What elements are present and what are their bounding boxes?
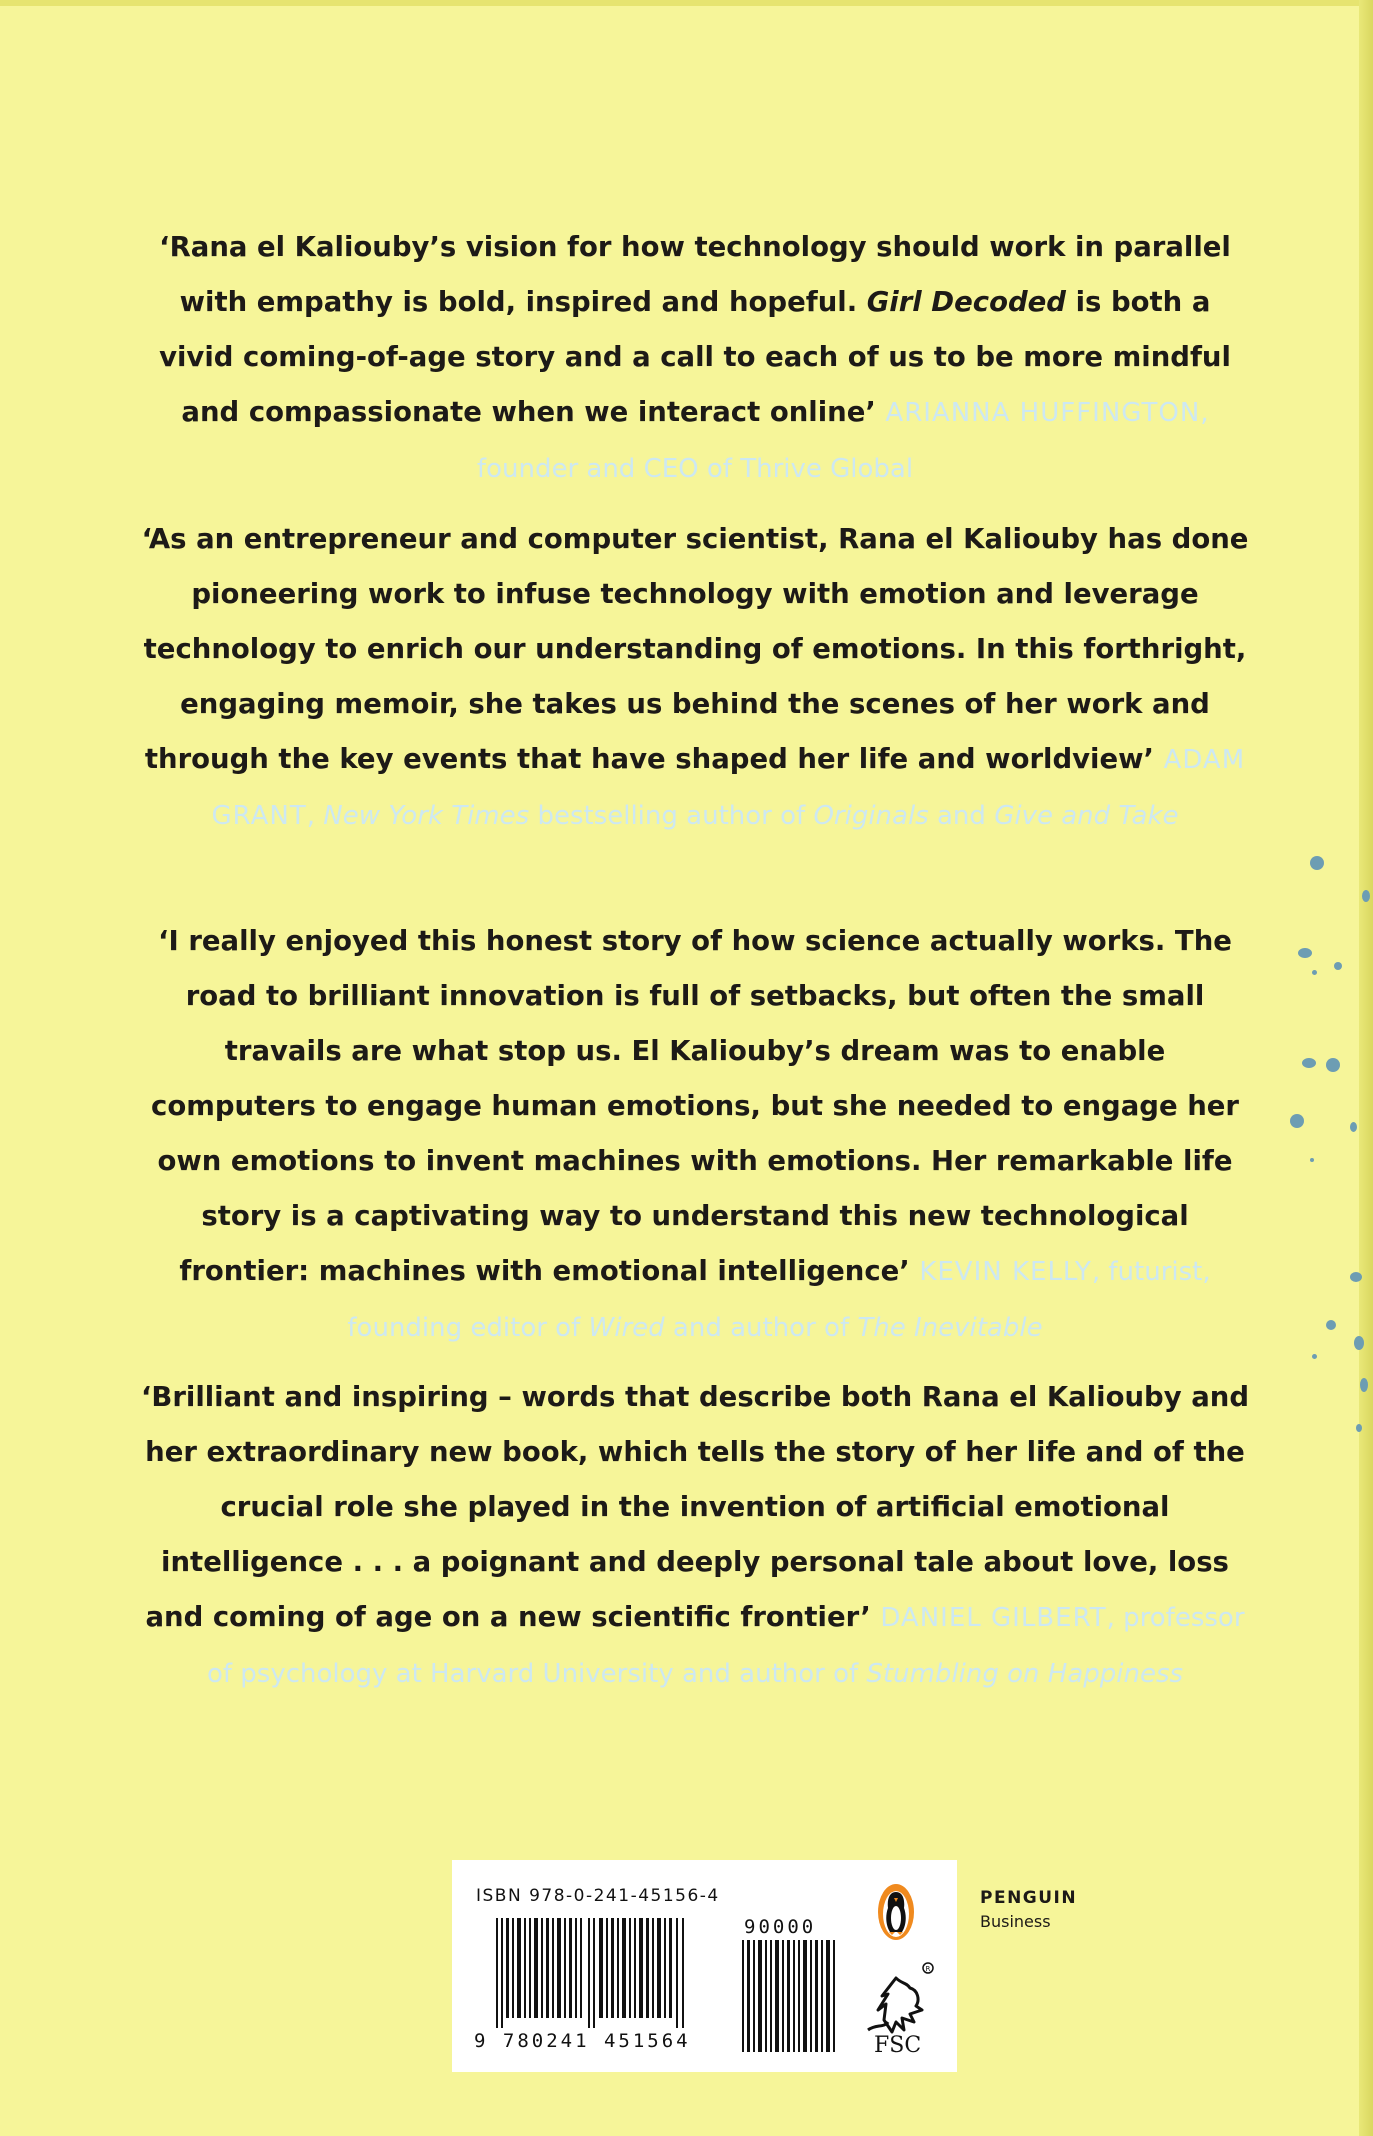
quote-gilbert bbox=[140, 1370, 1250, 1702]
speckle bbox=[1360, 1378, 1368, 1392]
cover-right-edge bbox=[1359, 0, 1373, 2136]
isbn-barcode bbox=[496, 1918, 686, 2028]
penguin-logo-icon bbox=[876, 1882, 916, 1942]
quote-text: ‘As an entrepreneur and computer scientist, Rana el Kaliouby has done pioneering work to infuse technology with emotion and leverage technology to enrich our understanding of emotions. In this forthright, engaging memoir, she takes us behind the scenes of her work and through the key events that have shaped her life and worldview’ bbox=[141, 523, 1249, 775]
attribution-role: , futurist, founding editor of bbox=[347, 1257, 1211, 1343]
attribution-conjunction: and bbox=[928, 801, 995, 831]
quote-text: ‘Rana el Kaliouby’s vision for how technology should work in parallel with empathy is bold, inspired and hopeful. bbox=[159, 231, 1231, 318]
speckle bbox=[1312, 970, 1317, 975]
quote-text: is both a vivid coming-of-age story and a call to each of us to be more mindful and compassionate when we interact online’ bbox=[159, 286, 1231, 428]
speckle bbox=[1310, 1158, 1314, 1162]
speckle bbox=[1326, 1320, 1336, 1330]
attribution-book-title: The Inevitable bbox=[857, 1313, 1043, 1343]
isbn-digits: 9 780241 451564 bbox=[474, 2030, 691, 2052]
speckle bbox=[1354, 1336, 1364, 1350]
publisher-imprint-name: Business bbox=[980, 1912, 1051, 1931]
attribution-role: bestselling author of bbox=[529, 801, 814, 831]
price-addon-barcode bbox=[742, 1940, 838, 2052]
attribution-name: KEVIN KELLY bbox=[919, 1257, 1092, 1287]
speckle bbox=[1312, 1354, 1317, 1359]
attribution-separator: , bbox=[306, 801, 324, 831]
cover-top-edge bbox=[0, 0, 1373, 6]
attribution-name: DANIEL GILBERT bbox=[880, 1603, 1107, 1633]
attribution-name: ARIANNA HUFFINGTON bbox=[885, 398, 1201, 428]
attribution-book-title: Originals bbox=[813, 801, 929, 831]
speckle bbox=[1362, 890, 1370, 902]
speckle bbox=[1290, 1114, 1304, 1128]
quote-kelly bbox=[140, 914, 1250, 1356]
attribution-publication: Wired bbox=[588, 1313, 665, 1343]
quote-grant bbox=[140, 512, 1250, 844]
attribution-name: ADAM GRANT bbox=[211, 745, 1246, 831]
speckle bbox=[1302, 1058, 1316, 1068]
attribution-book-title: Stumbling on Happiness bbox=[866, 1659, 1184, 1689]
speckle bbox=[1326, 1058, 1340, 1072]
speckle bbox=[1298, 948, 1312, 958]
isbn-label: ISBN 978-0-241-45156-4 bbox=[476, 1886, 720, 1906]
quote-text: ‘Brilliant and inspiring – words that describe both Rana el Kaliouby and her extraordinary new book, which tells the story of her life and of the crucial role she played in the invention of artificial emotional intelligence . . . a poignant and deeply personal tale about love, loss and coming of age on a new scientific frontier’ bbox=[140, 1381, 1250, 1633]
speckle bbox=[1310, 856, 1324, 870]
quote-book-title: Girl Decoded bbox=[866, 286, 1066, 318]
speckle bbox=[1334, 962, 1342, 970]
attribution-book-title: Give and Take bbox=[994, 801, 1179, 831]
speckle bbox=[1350, 1122, 1357, 1132]
attribution-role: , professor of psychology at Harvard University and author of bbox=[206, 1603, 1245, 1689]
attribution-role: and author of bbox=[664, 1313, 858, 1343]
publisher-imprint bbox=[980, 1888, 1077, 1931]
fsc-label: FSC bbox=[874, 2033, 922, 2056]
speckle bbox=[1350, 1272, 1362, 1282]
speckle bbox=[1356, 1424, 1362, 1432]
attribution-role: , founder and CEO of Thrive Global bbox=[476, 398, 1209, 484]
fsc-logo-icon bbox=[862, 1960, 940, 2056]
price-addon-digits: 90000 bbox=[744, 1916, 817, 1938]
svg-text:R: R bbox=[925, 1965, 931, 1973]
quote-huffington bbox=[140, 220, 1250, 497]
publisher-brand: PENGUIN bbox=[980, 1888, 1078, 1908]
barcode-panel bbox=[452, 1860, 957, 2072]
quote-text: ‘I really enjoyed this honest story of how science actually works. The road to brilliant innovation is full of setbacks, but often the small travails are what stop us. El Kaliouby’s dream was to enable computers to engage human emotions, but she needed to engage her own emotions to invent machines with emotions. Her remarkable life story is a captivating way to understand this new technological frontier: machines with emotional intelligence’ bbox=[151, 925, 1239, 1287]
attribution-publication: New York Times bbox=[323, 801, 530, 831]
